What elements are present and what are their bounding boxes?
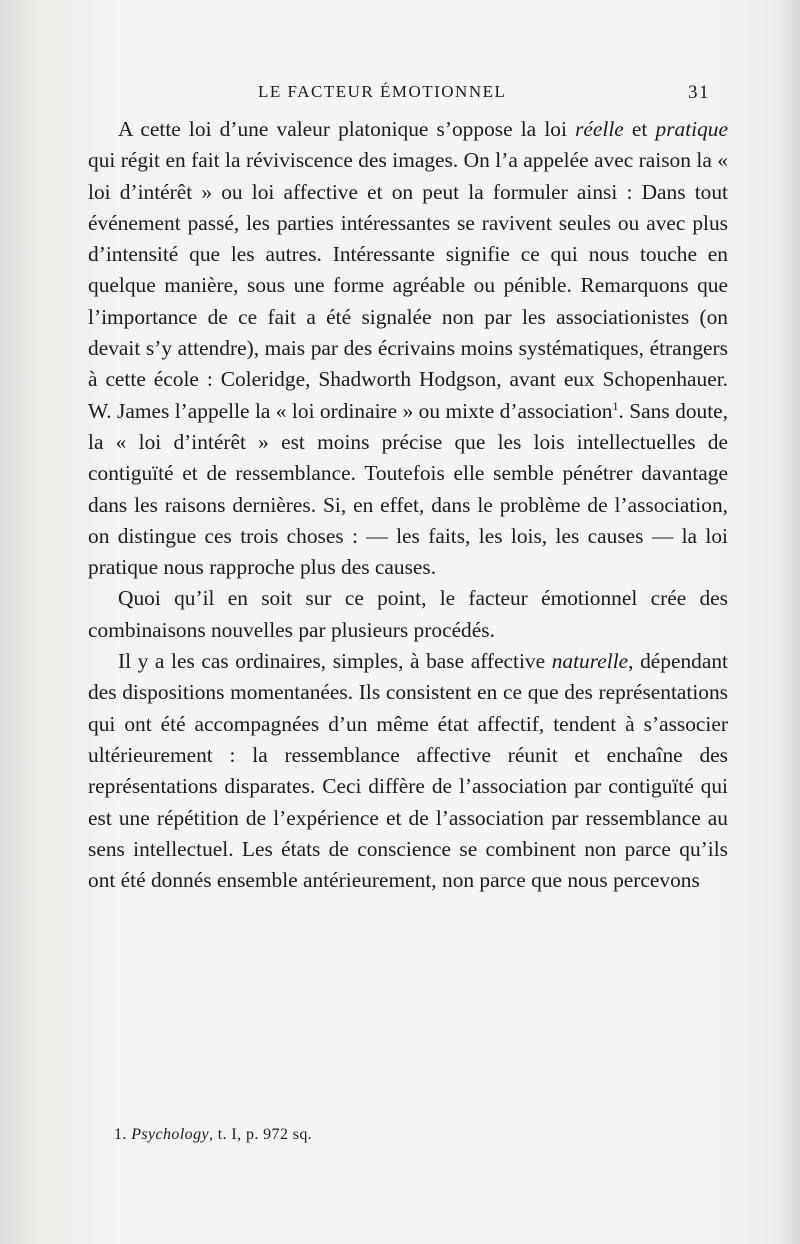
footnote	[114, 1126, 312, 1144]
paragraph-1-text-d: . Sans doute, la « loi d’intérêt » est moins précise que les lois intellectuelles de contiguïté et de ressemblance. Toutefois elle semble pénétrer davantage dans les raisons dernières. Si, en effet, dans le problème de l’association, on distingue ces trois choses : — les faits, les lois, les causes — la loi pratique nous rapproche plus des causes.	[88, 398, 728, 580]
paragraph-1-italic-reelle: réelle	[575, 117, 624, 141]
running-head: LE FACTEUR ÉMOTIONNEL	[258, 82, 507, 101]
paragraph-2: Quoi qu’il en soit sur ce point, le facteur émotionnel crée des combinaisons nouvelles par plusieurs procédés.	[88, 586, 728, 642]
paragraph-1-text-b: et	[623, 117, 656, 141]
paragraph-1-text-a: A cette loi d’une valeur platonique s’oppose la loi	[118, 117, 576, 141]
footnote-reference-text: , t. I, p. 972 sq.	[208, 1126, 313, 1143]
paragraph-1-text-c: qui régit en fait la réviviscence des images. On l’a appelée avec raison la « loi d’intérêt » ou loi affective et on peut la formuler ainsi : Dans tout événement passé, les parties intéressantes se ravivent seules ou avec plus d’intensité que les autres. Intéressante signifie ce qui nous touche en quelque manière, sous une forme agréable ou pénible. Remarquons que l’importance de ce fait a été signalée non par les associationistes (on devait s’y attendre), mais par des écrivains moins systématiques, étrangers à cette école : Coleridge, Shadworth Hodgson, avant eux Schopenhauer. W. James l’appelle la « loi ordinaire » ou mixte d’association	[88, 148, 728, 423]
paragraph-3-text-b: , dépendant des dispositions momentanées. Ils consistent en ce que des représentations qui ont été accompagnées d’un même état affectif, tendent à s’associer ultérieurement : la ressemblance affective réunit et enchaîne des représentations disparates. Ceci diffère de l’association par contiguïté qui est une répétition de l’expérience et de l’association par ressemblance au sens intellectuel. Les états de conscience se combinent non parce qu’ils ont été donnés ensemble antérieurement, non parce que nous percevons	[88, 649, 728, 893]
paragraph-3	[88, 646, 728, 896]
page-header	[88, 80, 710, 108]
footnote-title: Psychology	[131, 1126, 209, 1143]
paragraph-1	[88, 114, 728, 583]
paragraph-3-text-a: Il y a les cas ordinaires, simples, à base affective	[118, 649, 552, 674]
footnote-number: 1.	[114, 1126, 127, 1143]
paragraph-3-italic-naturelle: naturelle	[551, 649, 629, 674]
footnote-reference: 1	[612, 398, 619, 413]
page-number: 31	[688, 82, 710, 103]
paragraph-1-italic-pratique: pratique	[655, 117, 728, 141]
body-text	[88, 114, 728, 896]
